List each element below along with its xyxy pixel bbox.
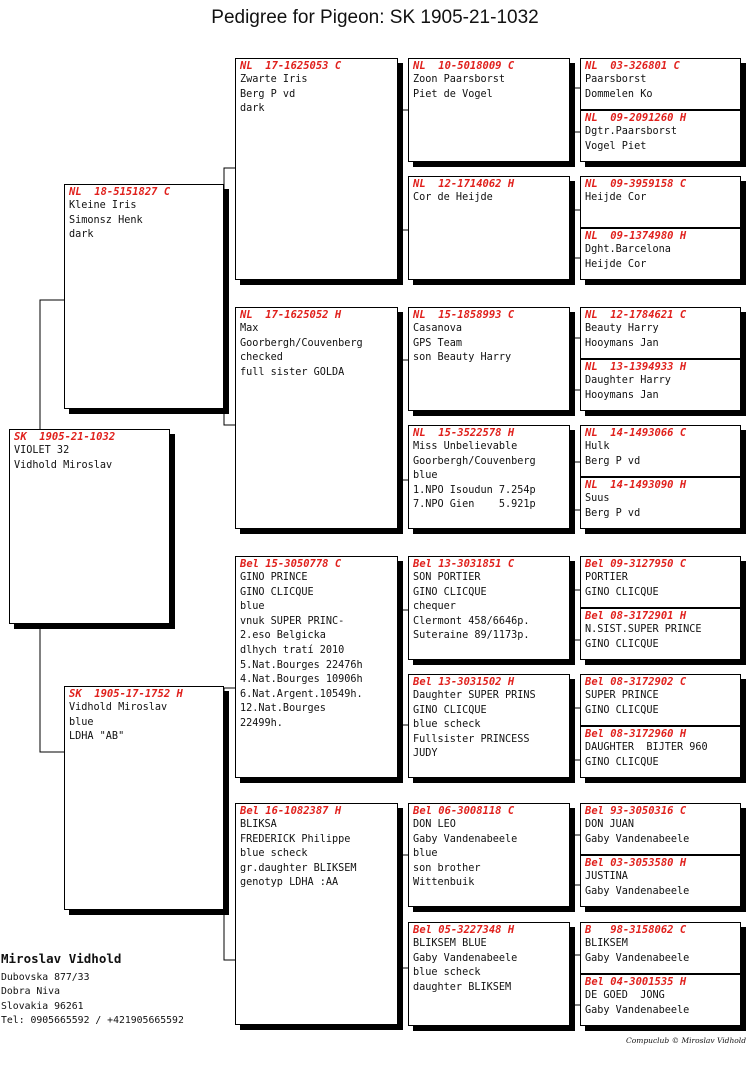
detail-line: Zwarte Iris: [240, 74, 308, 85]
detail-line: VIOLET 32: [14, 445, 70, 456]
page-title: Pedigree for Pigeon: SK 1905-21-1032: [211, 7, 539, 28]
detail-line: son brother: [413, 862, 481, 874]
ring-number: Bel 08-3172902 C: [585, 676, 687, 688]
detail-line: Gaby Vandenabeele: [585, 885, 690, 897]
ring-number: Bel 03-3053580 H: [585, 857, 687, 869]
detail-line: Dgtr.Paarsborst: [585, 126, 678, 137]
detail-line: blue scheck: [240, 848, 308, 860]
detail-line: son Beauty Harry: [413, 352, 512, 364]
detail-line: GINO CLICQUE: [585, 638, 659, 650]
detail-line: 5.Nat.Bourges 22476h: [240, 659, 363, 671]
pigeon-card-sire-dam[interactable]: [235, 307, 398, 529]
ring-number: NL 09-3959158 C: [585, 178, 687, 190]
detail-line: Wittenbuik: [413, 877, 475, 889]
ring-number: NL 10-5018009 C: [413, 60, 515, 72]
pigeon-card-gen4-10[interactable]: [580, 608, 741, 660]
pigeon-card-gen4-6[interactable]: [580, 359, 741, 411]
detail-line: Gaby Vandenabeele: [585, 833, 690, 845]
detail-line: blue scheck: [413, 719, 481, 731]
detail-line: GINO CLICQUE: [413, 586, 487, 598]
ring-number: NL 09-1374980 H: [585, 230, 687, 242]
detail-line: Zoon Paarsborst: [413, 74, 506, 85]
detail-line: DE GOED JONG: [585, 990, 665, 1001]
pigeon-card-gen4-7[interactable]: [580, 425, 741, 477]
pigeon-card-dam-sire[interactable]: [235, 556, 398, 778]
ring-number: NL 15-3522578 H: [413, 427, 515, 439]
detail-line: vnuk SUPER PRINC-: [240, 615, 345, 627]
detail-line: Hooymans Jan: [585, 337, 659, 349]
detail-line: Paarsborst: [585, 74, 647, 85]
pigeon-card-gen3-6[interactable]: [408, 674, 570, 778]
ring-number: NL 17-1625053 C: [240, 60, 342, 72]
detail-line: 7.NPO Gien 5.921p: [413, 499, 536, 511]
ring-number: Bel 05-3227348 H: [413, 924, 515, 936]
detail-line: SUPER PRINCE: [585, 690, 659, 701]
pigeon-card-gen4-4[interactable]: [580, 228, 741, 280]
detail-line: Hooymans Jan: [585, 389, 659, 401]
detail-line: LDHA "AB": [69, 731, 125, 743]
ring-number: NL 09-2091260 H: [585, 112, 687, 124]
detail-line: checked: [240, 352, 283, 364]
pigeon-card-gen4-16[interactable]: [580, 974, 741, 1026]
ring-number: NL 13-1394933 H: [585, 361, 687, 373]
detail-line: chequer: [413, 601, 456, 613]
detail-line: blue: [69, 716, 94, 728]
ring-number: Bel 16-1082387 H: [240, 805, 342, 817]
ring-number: NL 12-1784621 C: [585, 309, 687, 321]
ring-number: Bel 06-3008118 C: [413, 805, 515, 817]
detail-line: DON LEO: [413, 819, 456, 830]
detail-line: FREDERICK Philippe: [240, 833, 351, 845]
detail-line: Goorbergh/Couvenberg: [240, 337, 363, 349]
detail-line: genotyp LDHA :AA: [240, 877, 339, 889]
ring-number: NL 12-1714062 H: [413, 178, 515, 190]
ring-number: NL 14-1493090 H: [585, 479, 687, 491]
pigeon-card-gen3-5[interactable]: [408, 556, 570, 660]
detail-line: Vidhold Miroslav: [14, 459, 113, 471]
detail-line: Gaby Vandenabeele: [585, 1004, 690, 1016]
pigeon-card-gen3-4[interactable]: [408, 425, 570, 529]
detail-line: Cor de Heijde: [413, 192, 493, 203]
detail-line: Clermont 458/6646p.: [413, 615, 530, 627]
detail-line: BLIKSEM BLUE: [413, 938, 487, 949]
detail-line: Heijde Cor: [585, 258, 647, 270]
detail-line: Berg P vd: [585, 455, 641, 467]
detail-line: JUDY: [413, 748, 438, 760]
ring-number: Bel 04-3001535 H: [585, 976, 687, 988]
detail-line: daughter BLIKSEM: [413, 981, 512, 993]
pigeon-card-gen4-1[interactable]: [580, 58, 741, 110]
ring-number: Bel 09-3127950 C: [585, 558, 687, 570]
owner-info: [1, 951, 184, 1028]
detail-line: BLIKSA: [240, 819, 277, 830]
pigeon-card-gen3-3[interactable]: [408, 307, 570, 411]
detail-line: GINO CLICQUE: [240, 586, 314, 598]
detail-line: 6.Nat.Argent.10549h.: [240, 688, 363, 700]
ring-number: NL 18-5151827 C: [69, 186, 171, 198]
detail-line: Berg P vd: [585, 507, 641, 519]
detail-line: Goorbergh/Couvenberg: [413, 455, 536, 467]
ring-number: NL 15-1858993 C: [413, 309, 515, 321]
detail-line: dark: [69, 229, 94, 241]
pigeon-card-gen4-5[interactable]: [580, 307, 741, 359]
pigeon-card-sire-sire[interactable]: [235, 58, 398, 280]
pigeon-card-gen4-2[interactable]: [580, 110, 741, 162]
detail-line: Daughter Harry: [585, 375, 671, 386]
pigeon-card-gen3-2[interactable]: [408, 176, 570, 280]
detail-line: Heijde Cor: [585, 192, 647, 203]
detail-line: GPS Team: [413, 337, 463, 349]
detail-line: Berg P vd: [240, 88, 296, 100]
detail-line: GINO CLICQUE: [585, 586, 659, 598]
pigeon-card-gen3-8[interactable]: [408, 922, 570, 1026]
ring-number: SK 1905-17-1752 H: [69, 688, 183, 700]
pigeon-card-gen4-14[interactable]: [580, 855, 741, 907]
detail-line: dlhych tratí 2010: [240, 644, 345, 656]
detail-line: Dommelen Ko: [585, 88, 653, 100]
owner-address-line: Dubovska 877/33: [1, 972, 90, 983]
detail-line: Gaby Vandenabeele: [585, 952, 690, 964]
detail-line: blue scheck: [413, 967, 481, 979]
detail-line: Suus: [585, 493, 610, 504]
ring-number: B 98-3158062 C: [585, 924, 687, 936]
owner-address-line: Slovakia 96261: [1, 1000, 84, 1012]
detail-line: 1.NPO Isoudun 7.254p: [413, 484, 536, 496]
detail-line: Piet de Vogel: [413, 88, 493, 100]
detail-line: Dght.Barcelona: [585, 244, 671, 255]
pigeon-card-sire[interactable]: [64, 184, 224, 409]
detail-line: Hulk: [585, 441, 610, 452]
detail-line: blue: [413, 848, 438, 860]
detail-line: GINO CLICQUE: [585, 756, 659, 768]
ring-number: Bel 08-3172901 H: [585, 610, 687, 622]
detail-line: GINO CLICQUE: [585, 704, 659, 716]
pigeon-card-gen4-11[interactable]: [580, 674, 741, 726]
detail-line: Suteraine 89/1173p.: [413, 630, 530, 642]
ring-number: Bel 13-3031502 H: [413, 676, 515, 688]
owner-phone: Tel: 0905665592 / +421905665592: [1, 1014, 184, 1026]
pigeon-card-dam-dam[interactable]: [235, 803, 398, 1025]
detail-line: Beauty Harry: [585, 323, 659, 334]
detail-line: 4.Nat.Bourges 10906h: [240, 674, 363, 686]
pigeon-card-gen4-13[interactable]: [580, 803, 741, 855]
pigeon-card-gen3-7[interactable]: [408, 803, 570, 907]
footer-credit: Compuclub © Miroslav Vidhold: [625, 1036, 746, 1045]
owner-name: Miroslav Vidhold: [1, 951, 122, 966]
ring-number: Bel 93-3050316 C: [585, 805, 687, 817]
ring-number: Bel 13-3031851 C: [413, 558, 515, 570]
detail-line: PORTIER: [585, 572, 628, 583]
detail-line: Casanova: [413, 323, 463, 334]
detail-line: GINO CLICQUE: [413, 704, 487, 716]
detail-line: N.SIST.SUPER PRINCE: [585, 624, 702, 635]
detail-line: Simonsz Henk: [69, 214, 143, 226]
pigeon-card-gen4-15[interactable]: [580, 922, 741, 974]
pigeon-card-gen4-12[interactable]: [580, 726, 741, 778]
pigeon-card-gen4-3[interactable]: [580, 176, 741, 228]
ring-number: SK 1905-21-1032: [14, 431, 116, 443]
ring-number: NL 17-1625052 H: [240, 309, 342, 321]
ring-number: Bel 15-3050778 C: [240, 558, 342, 570]
detail-line: Kleine Iris: [69, 200, 137, 211]
detail-line: blue: [240, 601, 265, 613]
detail-line: Fullsister PRINCESS: [413, 733, 530, 745]
detail-line: Gaby Vandenabeele: [413, 952, 518, 964]
detail-line: full sister GOLDA: [240, 366, 345, 378]
detail-line: Vogel Piet: [585, 140, 647, 152]
pigeon-card-gen3-1[interactable]: [408, 58, 570, 162]
owner-address-line: Dobra Niva: [1, 986, 60, 998]
detail-line: Vidhold Miroslav: [69, 702, 168, 713]
detail-line: BLIKSEM: [585, 938, 628, 949]
ring-number: NL 14-1493066 C: [585, 427, 687, 439]
detail-line: Gaby Vandenabeele: [413, 833, 518, 845]
detail-line: DON JUAN: [585, 819, 635, 830]
detail-line: DAUGHTER BIJTER 960: [585, 742, 708, 753]
ring-number: Bel 08-3172960 H: [585, 728, 687, 740]
pigeon-card-gen4-8[interactable]: [580, 477, 741, 529]
detail-line: blue: [413, 470, 438, 482]
ring-number: NL 03-326801 C: [585, 60, 680, 72]
detail-line: JUSTINA: [585, 871, 628, 882]
detail-line: SON PORTIER: [413, 572, 481, 583]
detail-line: 22499h.: [240, 717, 283, 729]
detail-line: gr.daughter BLIKSEM: [240, 862, 357, 874]
pigeon-card-gen4-9[interactable]: [580, 556, 741, 608]
pigeon-card-dam[interactable]: [64, 686, 224, 910]
detail-line: dark: [240, 103, 265, 115]
detail-line: Max: [240, 323, 259, 334]
detail-line: 2.eso Belgicka: [240, 630, 326, 642]
detail-line: 12.Nat.Bourges: [240, 703, 326, 715]
detail-line: GINO PRINCE: [240, 572, 308, 583]
detail-line: Miss Unbelievable: [413, 441, 518, 452]
detail-line: Daughter SUPER PRINS: [413, 690, 536, 701]
pigeon-card-subject[interactable]: [9, 429, 170, 624]
